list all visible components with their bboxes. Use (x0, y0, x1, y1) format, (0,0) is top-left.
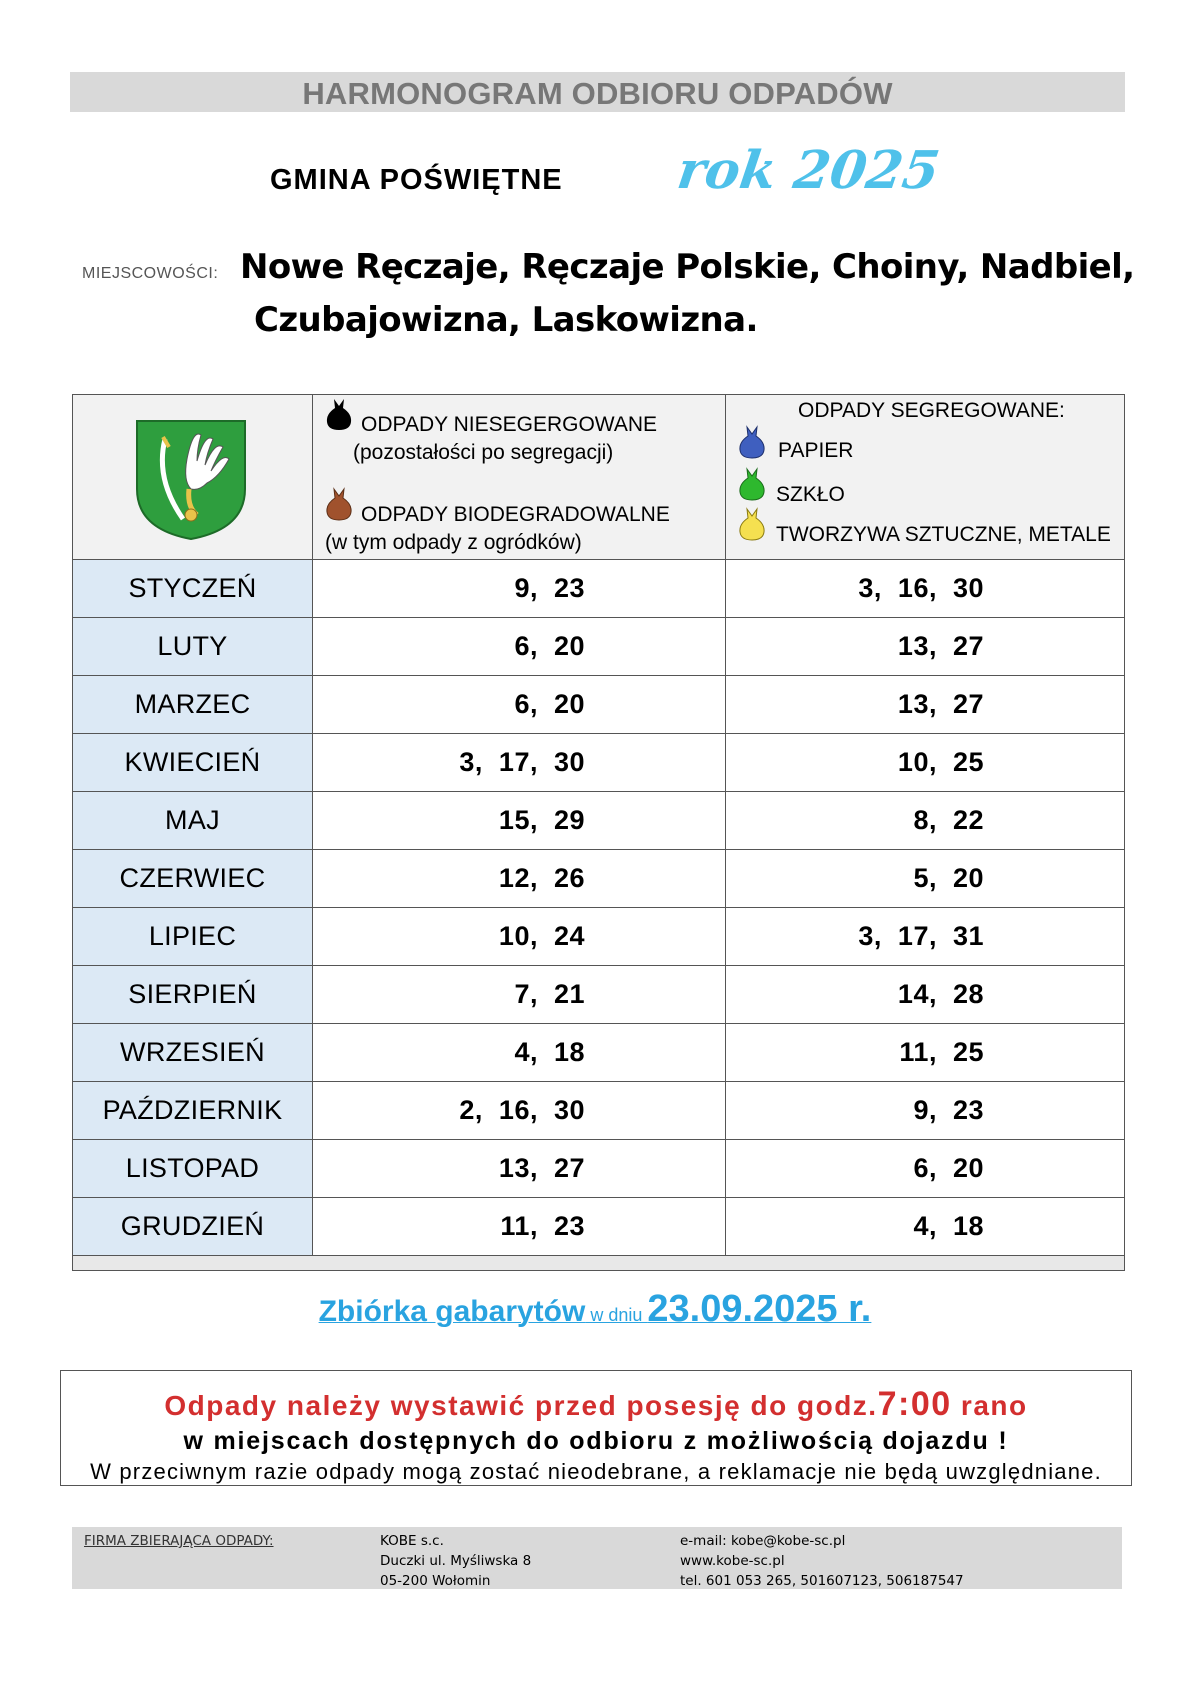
mixed-dates-cell (313, 734, 726, 792)
segregated-dates-cell (726, 908, 1125, 966)
legend-row (73, 395, 1125, 560)
segregated-dates-cell (726, 1140, 1125, 1198)
segregated-dates-cell (726, 1198, 1125, 1256)
mixed-dates: 13, 27 (498, 1153, 585, 1183)
segregated-dates: 9, 23 (913, 1095, 984, 1125)
month-cell: LISTOPAD (73, 1140, 313, 1198)
mixed-dates: 6, 20 (514, 631, 585, 661)
month-cell: PAŹDZIERNIK (73, 1082, 313, 1140)
yellow-bag-icon (738, 507, 766, 541)
bulky-waste-on-day: w dniu (585, 1305, 648, 1325)
month-cell: WRZESIEŃ (73, 1024, 313, 1082)
segregated-dates-cell (726, 676, 1125, 734)
table-row (73, 1082, 1125, 1140)
company-info-bar (72, 1527, 1122, 1589)
segregated-dates: 10, 25 (897, 747, 984, 777)
localities-line-1: Nowe Ręczaje, Ręczaje Polskie, Choiny, Nadbiel, (240, 247, 1135, 287)
notice-line-3: W przeciwnym razie odpady mogą zostać nieodebrane, a reklamacje nie będą uwzględniane. (90, 1459, 1102, 1484)
month-cell: CZERWIEC (73, 850, 313, 908)
mixed-dates: 12, 26 (498, 863, 585, 893)
company-city: 05-200 Wołomin (380, 1573, 491, 1589)
segregated-dates-cell (726, 1082, 1125, 1140)
company-contact (680, 1531, 964, 1591)
month-cell: LIPIEC (73, 908, 313, 966)
segregated-dates-cell (726, 560, 1125, 618)
table-row (73, 1198, 1125, 1256)
mixed-dates: 9, 23 (514, 573, 585, 603)
legend-paper: PAPIER (778, 439, 854, 462)
mixed-dates-cell (313, 618, 726, 676)
mixed-dates: 6, 20 (514, 689, 585, 719)
legend-bio-line-1: ODPADY BIODEGRADOWALNE (361, 503, 670, 526)
notice-time: 7:00 (877, 1385, 952, 1423)
page-title: HARMONOGRAM ODBIORU ODPADÓW (302, 76, 893, 111)
segregated-dates: 4, 18 (913, 1211, 984, 1241)
segregated-dates: 3, 16, 30 (858, 573, 984, 603)
mixed-dates-cell (313, 966, 726, 1024)
month-cell: STYCZEŃ (73, 560, 313, 618)
green-bag-icon (738, 467, 766, 501)
mixed-dates: 2, 16, 30 (459, 1095, 585, 1125)
month-cell: SIERPIEŃ (73, 966, 313, 1024)
segregated-dates-cell (726, 966, 1125, 1024)
mixed-dates: 10, 24 (498, 921, 585, 951)
header-bar (70, 72, 1125, 112)
mixed-dates: 11, 23 (500, 1211, 585, 1241)
coat-of-arms-icon (135, 419, 247, 541)
gmina-name: GMINA POŚWIĘTNE (270, 164, 563, 196)
table-row (73, 676, 1125, 734)
bulky-waste-label: Zbiórka gabarytów (318, 1295, 586, 1328)
legend-segregated-cell (726, 395, 1125, 560)
table-row (73, 850, 1125, 908)
table-row (73, 734, 1125, 792)
table-row (73, 792, 1125, 850)
segregated-dates: 13, 27 (897, 631, 984, 661)
company-street: Duczki ul. Myśliwska 8 (380, 1553, 532, 1569)
legend-mixed-bio-cell (313, 395, 726, 560)
month-cell: KWIECIEŃ (73, 734, 313, 792)
legend-mixed-line-1: ODPADY NIESEGERGOWANE (361, 413, 657, 436)
mixed-dates: 4, 18 (514, 1037, 585, 1067)
company-phone: tel. 601 053 265, 501607123, 506187547 (680, 1573, 964, 1589)
notice-box (60, 1370, 1132, 1486)
notice-line-1 (61, 1385, 1131, 1424)
notice-line-2: w miejscach dostępnych do odbioru z możliwością dojazdu ! (183, 1427, 1009, 1455)
legend-bio-line-2: (w tym odpady z ogródków) (325, 531, 582, 554)
legend-mixed-line-2: (pozostałości po segregacji) (353, 441, 614, 464)
mixed-dates: 3, 17, 30 (459, 747, 585, 777)
company-email: e-mail: kobe@kobe-sc.pl (680, 1533, 846, 1549)
mixed-dates-cell (313, 676, 726, 734)
segregated-dates-cell (726, 734, 1125, 792)
table-row (73, 560, 1125, 618)
localities-line-2: Czubajowizna, Laskowizna. (254, 300, 758, 340)
mixed-dates-cell (313, 1024, 726, 1082)
mixed-dates-cell (313, 560, 726, 618)
mixed-dates-cell (313, 792, 726, 850)
table-row (73, 908, 1125, 966)
segregated-dates-cell (726, 850, 1125, 908)
segregated-dates: 8, 22 (913, 805, 984, 835)
table-footer-row (73, 1256, 1125, 1271)
notice-line-1-text: Odpady należy wystawić przed posesję do godz. (164, 1390, 878, 1421)
table-row (73, 1140, 1125, 1198)
month-cell: GRUDZIEŃ (73, 1198, 313, 1256)
mixed-dates-cell (313, 1082, 726, 1140)
mixed-dates-cell (313, 850, 726, 908)
table-footer-cell (73, 1256, 1125, 1271)
segregated-dates-cell (726, 618, 1125, 676)
legend-plastic: TWORZYWA SZTUCZNE, METALE (776, 523, 1111, 546)
table-row (73, 966, 1125, 1024)
mixed-dates: 7, 21 (514, 979, 585, 1009)
segregated-dates: 3, 17, 31 (858, 921, 984, 951)
blue-bag-icon (738, 425, 766, 459)
company-address (380, 1531, 531, 1591)
company-name: KOBE s.c. (380, 1533, 444, 1549)
segregated-dates: 14, 28 (897, 979, 984, 1009)
mixed-dates-cell (313, 908, 726, 966)
year-label: rok 2025 (673, 140, 944, 201)
brown-bag-icon (325, 487, 353, 521)
segregated-dates: 5, 20 (913, 863, 984, 893)
segregated-dates-cell (726, 792, 1125, 850)
segregated-dates-cell (726, 1024, 1125, 1082)
black-bag-icon (325, 397, 353, 431)
month-cell: MARZEC (73, 676, 313, 734)
mixed-dates: 15, 29 (498, 805, 585, 835)
legend-segregated-title: ODPADY SEGREGOWANE: (798, 399, 1065, 422)
bulky-waste-date: 23.09.2025 r. (647, 1288, 872, 1330)
notice-line-1-suffix: rano (951, 1390, 1028, 1421)
table-row (73, 1024, 1125, 1082)
month-cell: LUTY (73, 618, 313, 676)
bulky-waste-collection (0, 1288, 1190, 1331)
coat-of-arms-cell (73, 395, 313, 560)
month-cell: MAJ (73, 792, 313, 850)
company-label: FIRMA ZBIERAJĄCA ODPADY: (84, 1533, 274, 1549)
company-website: www.kobe-sc.pl (680, 1553, 785, 1569)
segregated-dates: 6, 20 (913, 1153, 984, 1183)
localities-label: MIEJSCOWOŚCI: (82, 265, 219, 282)
mixed-dates-cell (313, 1140, 726, 1198)
segregated-dates: 11, 25 (899, 1037, 984, 1067)
mixed-dates-cell (313, 1198, 726, 1256)
segregated-dates: 13, 27 (897, 689, 984, 719)
legend-glass: SZKŁO (776, 483, 845, 506)
schedule-table (72, 394, 1125, 1271)
table-row (73, 618, 1125, 676)
